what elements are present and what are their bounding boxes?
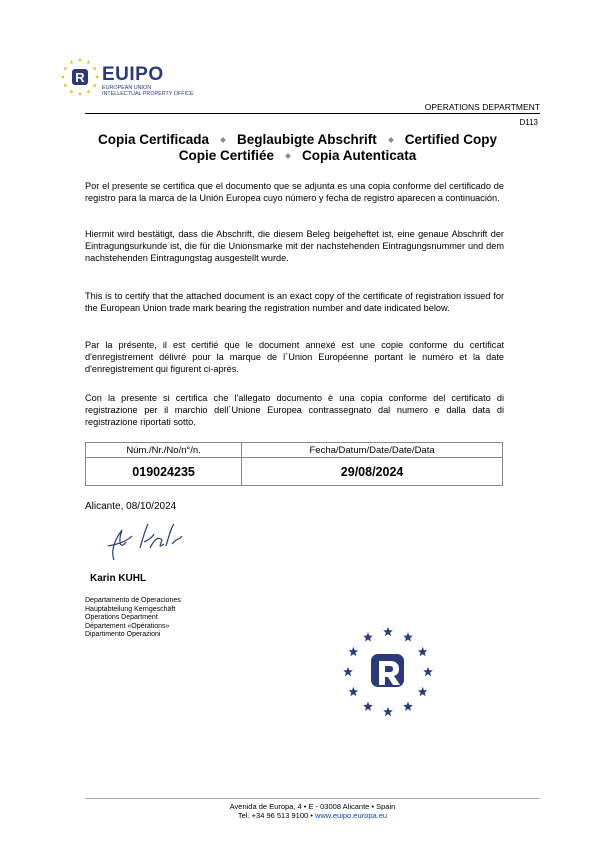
place-date: Alicante, 08/10/2024: [85, 501, 177, 512]
star-icon: [93, 83, 97, 87]
paragraph-fr: Par la présente, il est certifié que le document annexé est une copie conforme du certificat d'enregistrement délivré pour la marque de l´Union Européenne portant le numéro et la date d'enregistrement qui figurent ci-après.: [85, 340, 504, 375]
signer-department: Departamento de Operaciones Hauptabteilung Kerngeschäft Operations Department Département «Opérations» Dipartimento Operazioni: [85, 597, 181, 638]
number-header: Núm./Nr./No/n°/n.: [86, 443, 242, 458]
logo-r-mark-icon: [72, 69, 88, 85]
footer-address: Avenida de Europa, 4 • E - 03008 Alicante • Spain: [229, 802, 396, 811]
euipo-emblem-icon: [340, 626, 436, 722]
website-link[interactable]: www.euipo.europa.eu: [314, 811, 388, 820]
logo-wordmark: EUIPO: [102, 64, 164, 85]
registration-table: [85, 442, 503, 486]
diamond-icon: [285, 154, 291, 160]
star-icon: [363, 632, 373, 641]
signer-name: Karin KUHL: [90, 573, 147, 584]
star-icon: [86, 60, 90, 64]
title-line-2: [60, 148, 535, 163]
star-icon: [418, 647, 428, 656]
diamond-icon: [388, 138, 394, 144]
registration-date: 29/08/2024: [242, 458, 503, 486]
star-icon: [86, 90, 90, 94]
star-icon: [69, 90, 73, 94]
star-icon: [418, 687, 428, 696]
title-line-1: [60, 132, 535, 147]
star-icon: [348, 687, 358, 696]
star-icon: [383, 707, 393, 716]
star-icon: [348, 647, 358, 656]
title-it: Copia Autenticata: [302, 148, 417, 163]
form-code: D113: [519, 118, 538, 127]
star-icon: [363, 701, 373, 710]
star-icon: [403, 701, 413, 710]
paragraph-it: Con la presente si certifica che l'allegato documento è una copia conforme del certificato di registrazione per il marchio dell´Unione Europea contrassegnato dal numero e dalla data di registrazione riportati sotto.: [85, 393, 504, 428]
star-icon: [95, 75, 99, 79]
star-icon: [403, 632, 413, 641]
star-icon: [63, 66, 67, 70]
star-icon: [63, 83, 67, 87]
paragraph-es: Por el presente se certifica que el documento que se adjunta es una copia conforme del certificado de registro para la marca de la Unión Europea cuyo número y fecha de registro aparecen a continuación.: [85, 181, 504, 204]
paragraph-de: Hiermit wird bestätigt, dass die Abschrift, die diesem Beleg beigeheftet ist, eine genaue Abschrift der Eintragungsurkunde ist, die für die Unionsmarke mit der nachstehenden Eintragungsnummer und dem nachstehenden Eintragungstag ausgestellt wurde.: [85, 229, 504, 264]
footer-rule: [85, 798, 540, 799]
star-icon: [61, 75, 65, 79]
star-icon: [343, 667, 353, 676]
logo-subtitle: EUROPEAN UNION INTELLECTUAL PROPERTY OFFICE: [102, 85, 194, 97]
diamond-icon: [220, 138, 226, 144]
star-icon: [383, 627, 393, 636]
department-label: OPERATIONS DEPARTMENT: [424, 102, 540, 112]
title-en: Certified Copy: [404, 132, 498, 147]
star-icon: [93, 66, 97, 70]
star-icon: [423, 667, 433, 676]
registration-number: 019024235: [86, 458, 242, 486]
star-icon: [78, 92, 82, 96]
title-es: Copia Certificada: [97, 132, 209, 147]
handwritten-signature-icon: [100, 520, 190, 565]
title-fr: Copie Certifiée: [178, 148, 274, 163]
star-icon: [78, 58, 82, 62]
svg-text:R: R: [75, 70, 85, 85]
footer-contact: Tel. +34 96 513 9100 • www.euipo.europa.eu: [237, 811, 388, 820]
title-de: Beglaubigte Abschrift: [237, 132, 377, 147]
star-icon: [69, 60, 73, 64]
date-header: Fecha/Datum/Date/Date/Data: [242, 443, 503, 458]
header-rule: [85, 113, 540, 114]
paragraph-en: This is to certify that the attached document is an exact copy of the certificate of registration issued for the European Union trade mark bearing the registration number and date indicated below.: [85, 291, 504, 314]
emblem-r-mark-icon: [371, 654, 404, 687]
